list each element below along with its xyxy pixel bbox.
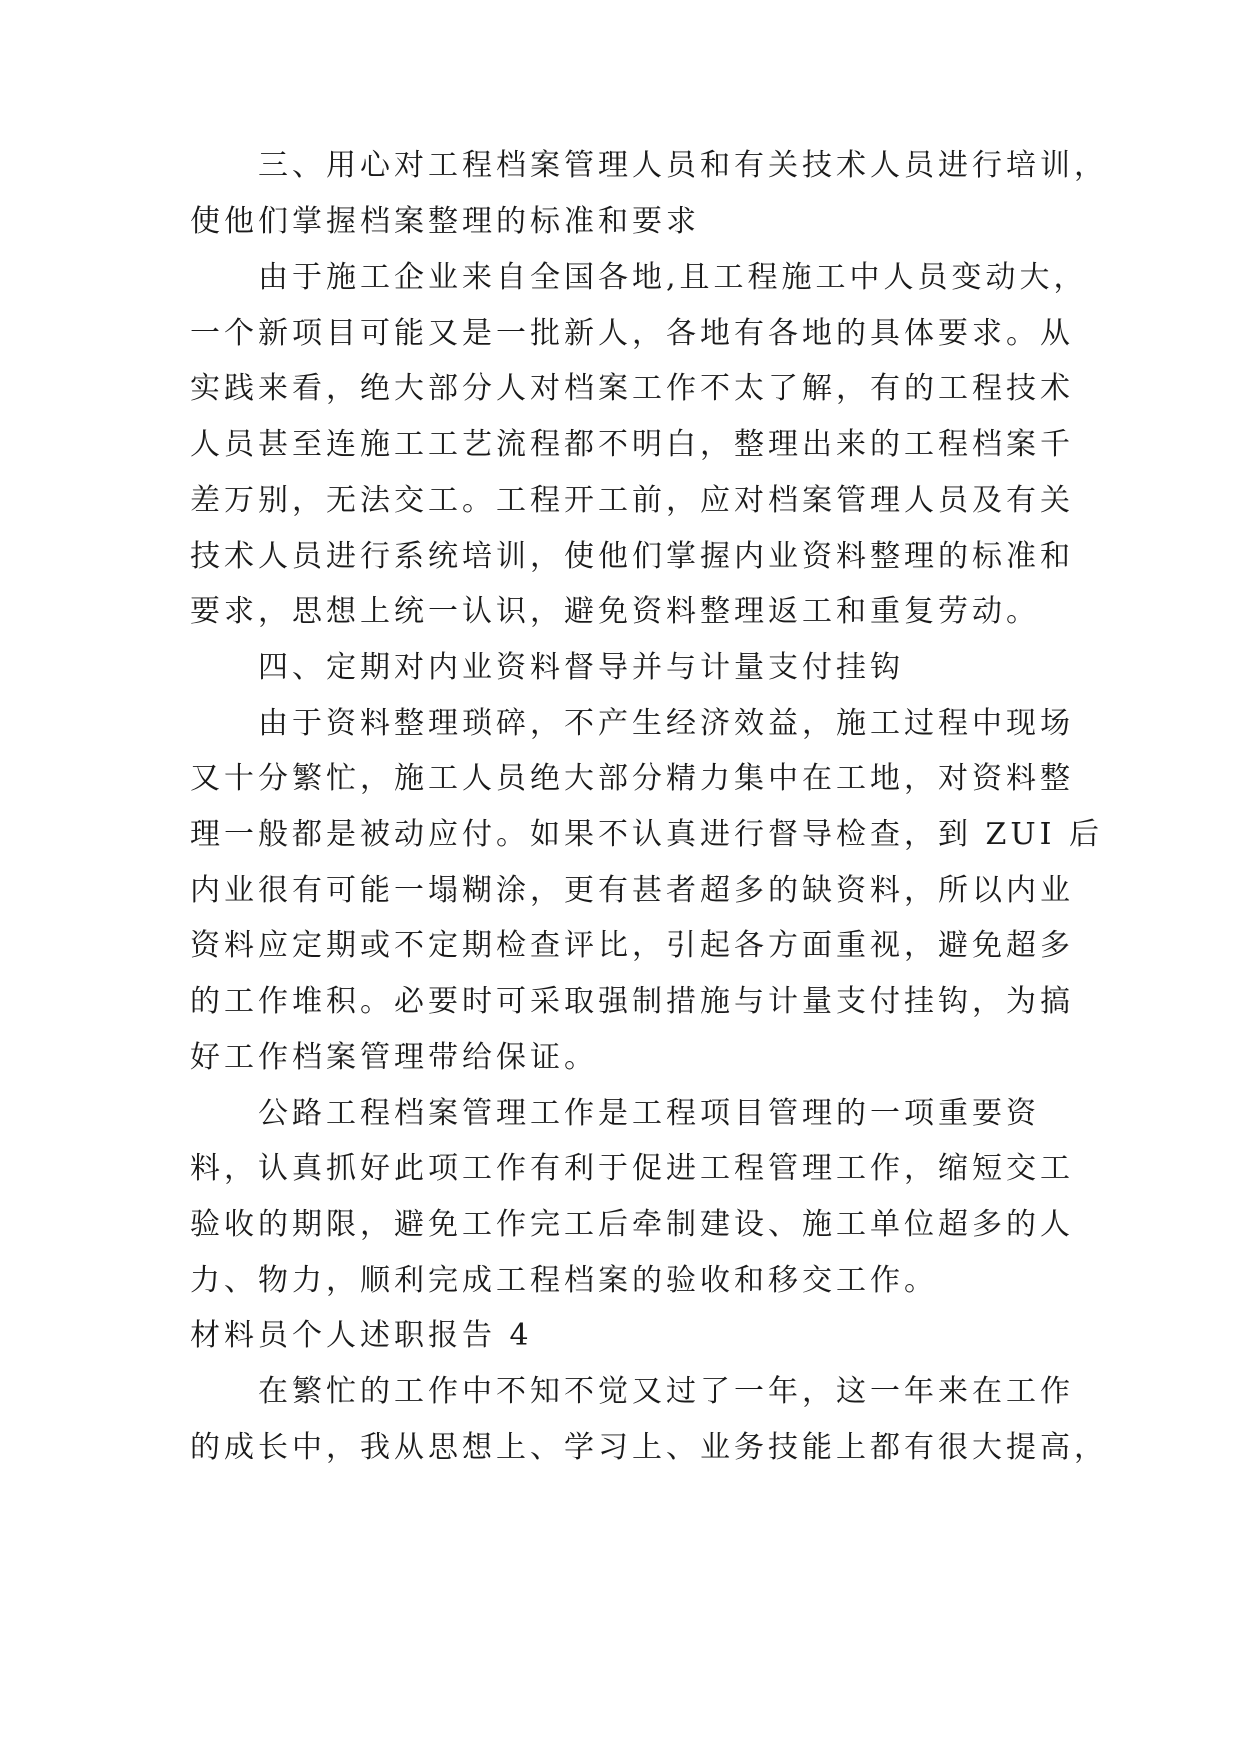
paragraph-line: 实践来看，绝大部分人对档案工作不太了解，有的工程技术 <box>190 371 1074 406</box>
paragraph-line: 又十分繁忙，施工人员绝大部分精力集中在工地，对资料整 <box>190 761 1074 796</box>
section-heading-3-line-2: 使他们掌握档案整理的标准和要求 <box>190 204 700 239</box>
paragraph-line: 力、物力，顺利完成工程档案的验收和移交工作。 <box>190 1263 938 1298</box>
paragraph-line: 由于资料整理琐碎，不产生经济效益，施工过程中现场 <box>258 706 1074 741</box>
paragraph-line: 一个新项目可能又是一批新人，各地有各地的具体要求。从 <box>190 316 1074 351</box>
paragraph-line: 好工作档案管理带给保证。 <box>190 1040 598 1075</box>
paragraph-line: 资料应定期或不定期检查评比，引起各方面重视，避免超多 <box>190 928 1074 963</box>
paragraph-line: 的工作堆积。必要时可采取强制措施与计量支付挂钩，为搞 <box>190 984 1074 1019</box>
section-heading-3-line-1: 三、用心对工程档案管理人员和有关技术人员进行培训， <box>258 148 1108 183</box>
section-heading-4: 四、定期对内业资料督导并与计量支付挂钩 <box>258 650 904 685</box>
paragraph-line: 的成长中，我从思想上、学习上、业务技能上都有很大提高， <box>190 1430 1108 1465</box>
paragraph-line: 技术人员进行系统培训，使他们掌握内业资料整理的标准和 <box>190 539 1074 574</box>
paragraph-line: 人员甚至连施工工艺流程都不明白，整理出来的工程档案千 <box>190 427 1074 462</box>
paragraph-line: 料，认真抓好此项工作有利于促进工程管理工作，缩短交工 <box>190 1151 1074 1186</box>
report-title: 材料员个人述职报告 4 <box>190 1318 533 1353</box>
paragraph-line: 验收的期限，避免工作完工后牵制建设、施工单位超多的人 <box>190 1207 1074 1242</box>
paragraph-line: 内业很有可能一塌糊涂，更有甚者超多的缺资料，所以内业 <box>190 873 1074 908</box>
paragraph-line: 公路工程档案管理工作是工程项目管理的一项重要资 <box>258 1096 1040 1131</box>
paragraph-line: 要求，思想上统一认识，避免资料整理返工和重复劳动。 <box>190 594 1040 629</box>
paragraph-line: 由于施工企业来自全国各地,且工程施工中人员变动大， <box>258 260 1088 295</box>
paragraph-line: 在繁忙的工作中不知不觉又过了一年，这一年来在工作 <box>258 1374 1074 1409</box>
paragraph-line: 理一般都是被动应付。如果不认真进行督导检查，到 ZUI 后 <box>190 817 1104 852</box>
paragraph-line: 差万别，无法交工。工程开工前，应对档案管理人员及有关 <box>190 483 1074 518</box>
